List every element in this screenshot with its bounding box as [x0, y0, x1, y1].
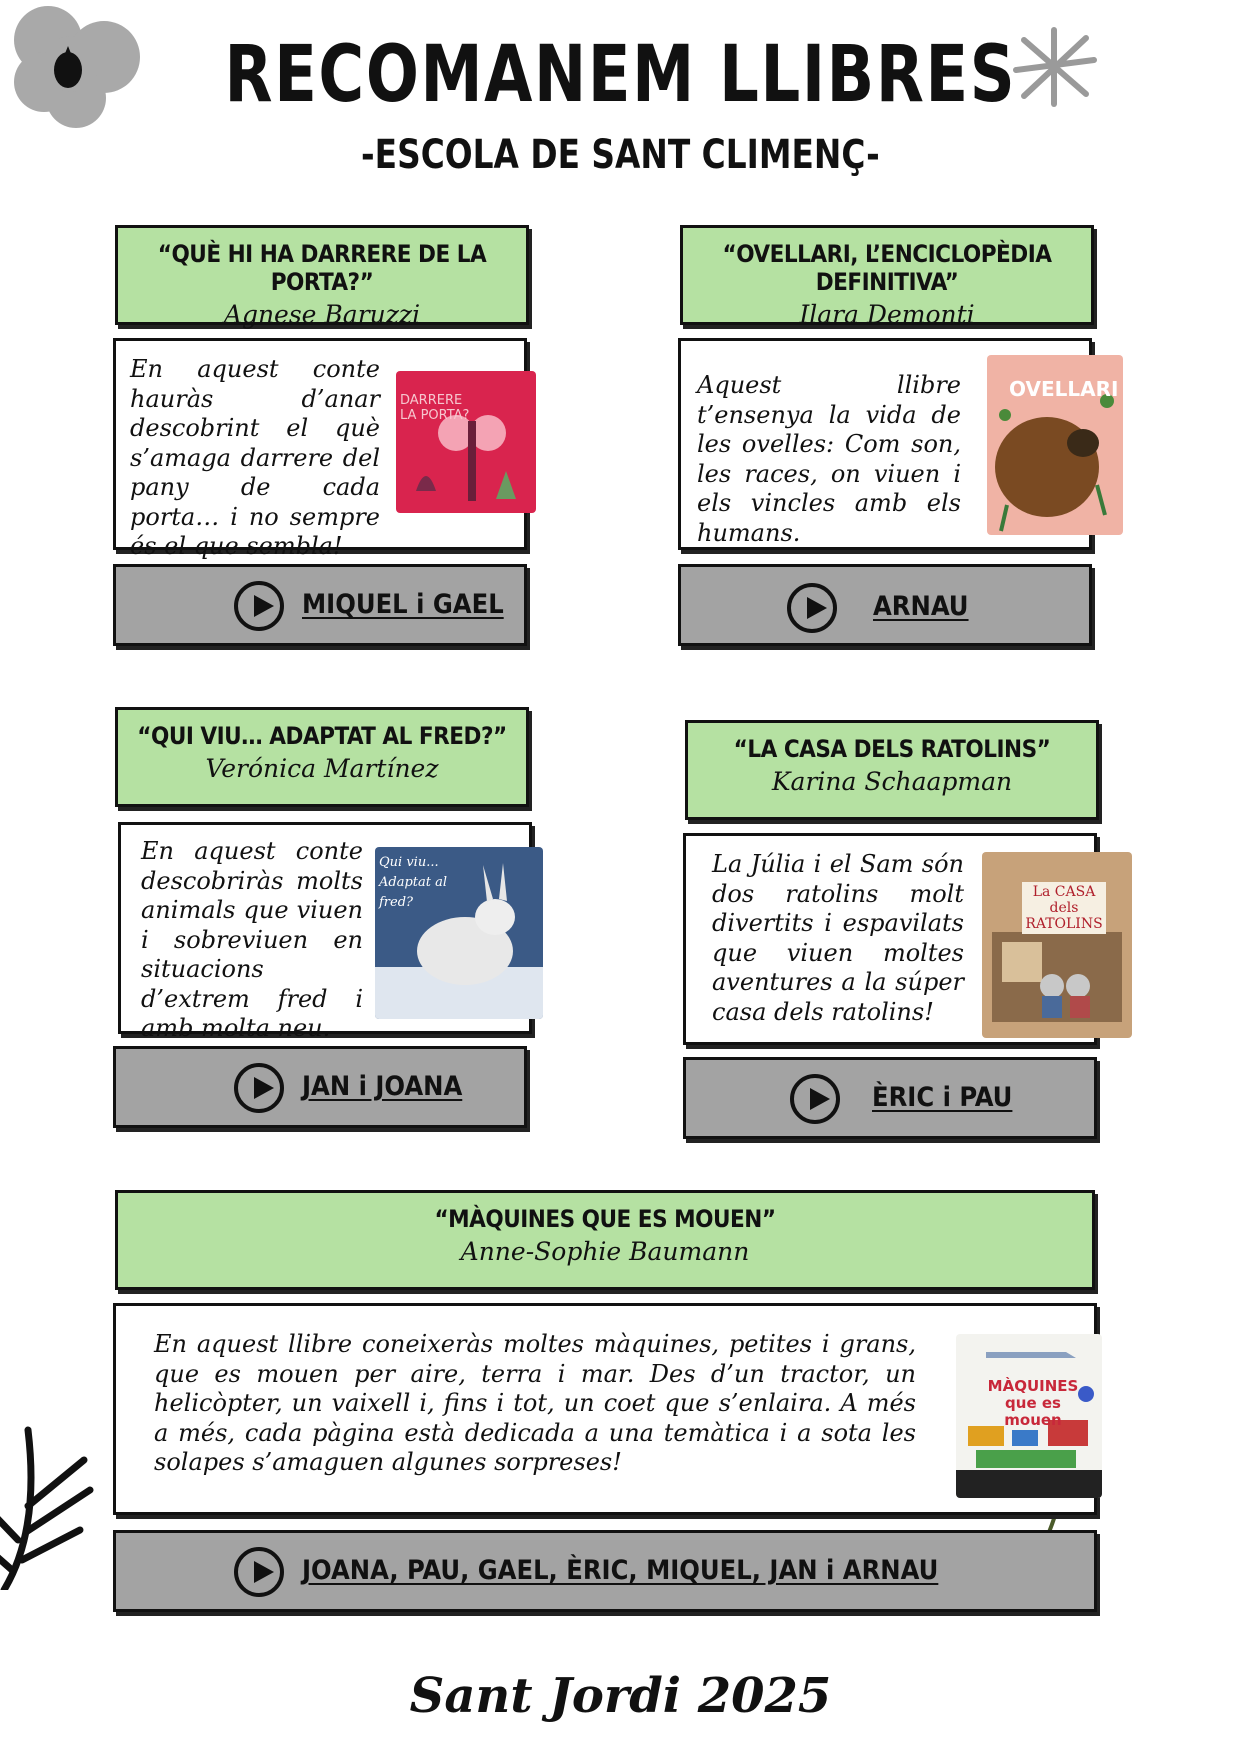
page-title: RECOMANEM LLIBRES [224, 30, 1017, 120]
book-description: En aquest conte hauràs d’anar descobrint el què s’amaga darrere del pany de cada porta… i no sempre és el que sembla! [130, 355, 380, 560]
fern-leaf-decoration [0, 1420, 110, 1590]
book-author: Verónica Martínez [205, 754, 439, 783]
book-cover [956, 1334, 1102, 1498]
book-author: Agnese Baruzzi [223, 300, 421, 329]
book-title-panel [685, 720, 1099, 820]
book-cover-text: MÀQUINES que es mouen [987, 1377, 1079, 1429]
book-cover [987, 355, 1123, 535]
book-description-panel [118, 822, 532, 1042]
footer-text: Sant Jordi 2025 [409, 1668, 832, 1724]
book-cover [375, 847, 543, 1019]
readers-link[interactable]: MIQUEL i GAEL [302, 589, 504, 620]
book-description: La Júlia i el Sam són dos ratolins molt divertits i espavilats que viuen moltes aventures a la súper casa dels ratolins! [712, 850, 964, 1026]
book-description-panel [113, 338, 527, 560]
book-cover [982, 852, 1132, 1038]
book-cover-text: Qui viu... Adaptat al fred? [379, 855, 448, 910]
book-description-panel [678, 338, 1119, 550]
book-cover-text: La CASA dels RATOLINS [1022, 882, 1106, 934]
audio-button[interactable] [113, 1046, 527, 1128]
book-title-panel [115, 707, 529, 807]
play-icon[interactable] [234, 1063, 284, 1113]
book-description-panel [683, 833, 1103, 1045]
book-description: En aquest conte descobriràs molts animals que viuen i sobreviuen en situacions d’extrem fred i amb molta neu. [141, 837, 363, 1042]
readers-link[interactable]: JOANA, PAU, GAEL, ÈRIC, MIQUEL, JAN i ARNAU [302, 1555, 939, 1586]
book-title: “QUÈ HI HA DARRERE DE LA PORTA?” [157, 240, 487, 296]
book-author: Karina Schaapman [771, 767, 1013, 796]
book-author: Anne-Sophie Baumann [460, 1237, 750, 1266]
book-description: En aquest llibre coneixeràs moltes màquines, petites i grans, que es mouen per aire, terra i mar. Des d’un tractor, un helicòpter, un vaixell i, fins i tot, un coet que s’enlaira. A més a més, cada pàgina està dedicada a una temàtica i a sota les solapes s’amaguen algunes sorpreses! [154, 1330, 916, 1476]
book-cover-text: DARRERE LA PORTA? [400, 393, 470, 423]
book-title: “OVELLARI, L’ENCICLOPÈDIA DEFINITIVA” [722, 240, 1052, 296]
book-description: Aquest llibre t’ensenya la vida de les ovelles: Com son, les races, on viuen i els vincles amb els humans. [697, 371, 961, 547]
play-icon[interactable] [234, 581, 284, 631]
audio-button[interactable] [113, 564, 527, 646]
audio-button[interactable] [113, 1530, 1097, 1612]
book-title-panel [115, 225, 529, 329]
flower-decoration [6, 2, 141, 132]
audio-button[interactable] [678, 564, 1092, 646]
book-title: “MÀQUINES QUE ES MOUEN” [434, 1205, 776, 1233]
book-title-panel [680, 225, 1094, 329]
book-cover [396, 371, 536, 513]
book-cover-text: OVELLARI [1009, 377, 1119, 401]
audio-button[interactable] [683, 1057, 1097, 1139]
readers-link[interactable]: ÈRIC i PAU [872, 1082, 1013, 1113]
page-subtitle: -ESCOLA DE SANT CLIMENÇ- [361, 132, 880, 178]
play-icon[interactable] [787, 583, 837, 633]
readers-link[interactable]: JAN i JOANA [302, 1071, 463, 1102]
play-icon[interactable] [790, 1074, 840, 1124]
book-title: “LA CASA DELS RATOLINS” [733, 735, 1051, 763]
play-icon[interactable] [234, 1547, 284, 1597]
readers-link[interactable]: ARNAU [873, 591, 969, 622]
book-title: “QUI VIU… ADAPTAT AL FRED?” [137, 722, 507, 750]
book-title-panel [115, 1190, 1095, 1290]
book-author: Ilara Demonti [799, 300, 975, 329]
book-description-panel [113, 1303, 1097, 1515]
